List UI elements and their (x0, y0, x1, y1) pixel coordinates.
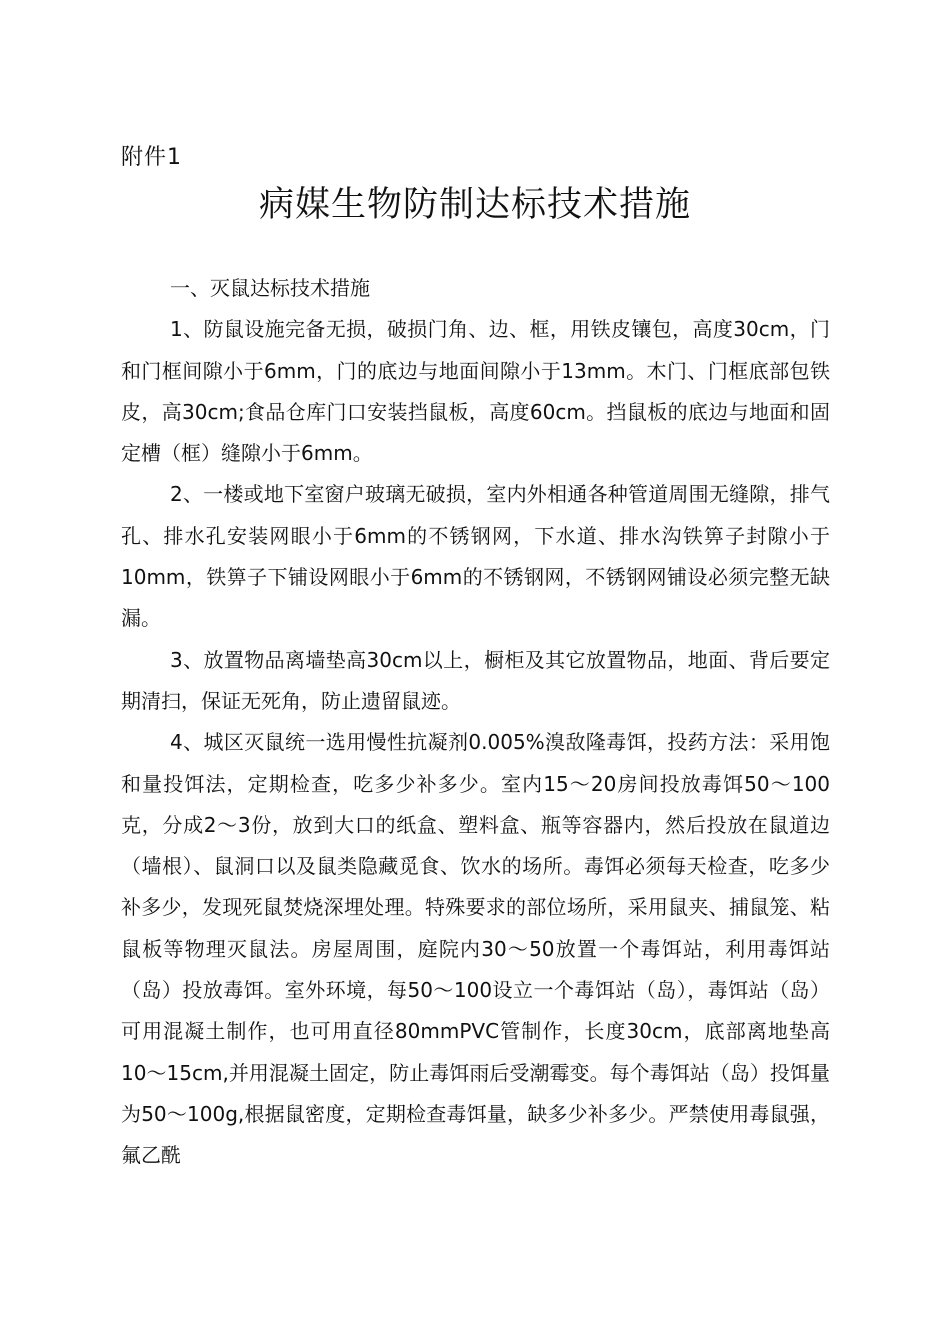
paragraph-4: 4、城区灭鼠统一选用慢性抗凝剂0.005%溴敌隆毒饵，投药方法：采用饱和量投饵法，定期检查，吃多少补多少。室内15〜20房间投放毒饵50〜100克，分成2〜3份，放到大口的纸盒、塑料盒、瓶等容器内，然后投放在鼠道边（墙根）、鼠洞口以及鼠类隐藏觅食、饮水的场所。毒饵必须每天检查，吃多少补多少，发现死鼠焚烧深埋处理。特殊要求的部位场所，采用鼠夹、捕鼠笼、粘鼠板等物理灭鼠法。房屋周围，庭院内30〜50放置一个毒饵站，利用毒饵站（岛）投放毒饵。室外环境，每50〜100设立一个毒饵站（岛），毒饵站（岛）可用混凝土制作，也可用直径80mmPVC管制作，长度30cm，底部离地垫高10〜15cm,并用混凝土固定，防止毒饵雨后受潮霉变。每个毒饵站（岛）投饵量为50〜100g,根据鼠密度，定期检查毒饵量，缺多少补多少。严禁使用毒鼠强，氟乙酰 (121, 730, 830, 1168)
document-body (121, 268, 830, 1177)
section-heading: 一、灭鼠达标技术措施 (170, 276, 370, 300)
annex-label: 附件1 (121, 145, 182, 170)
paragraph-2: 2、一楼或地下室窗户玻璃无破损，室内外相通各种管道周围无缝隙，排气孔、排水孔安装网眼小于6mm的不锈钢网，下水道、排水沟铁箅子封隙小于10mm，铁箅子下铺设网眼小于6mm的不锈钢网，不锈钢网铺设必须完整无缺漏。 (121, 482, 830, 631)
paragraph-1: 1、防鼠设施完备无损，破损门角、边、框，用铁皮镶包，高度30cm，门和门框间隙小于6mm，门的底边与地面间隙小于13mm。木门、门框底部包铁皮，高30cm;食品仓库门口安装挡鼠板，高度60cm。挡鼠板的底边与地面和固定槽（框）缝隙小于6mm。 (121, 317, 830, 466)
document-title: 病媒生物防制达标技术措施 (258, 185, 691, 225)
paragraph-3: 3、放置物品离墙垫高30cm以上，橱柜及其它放置物品，地面、背后要定期清扫，保证无死角，防止遗留鼠迹。 (121, 647, 830, 713)
